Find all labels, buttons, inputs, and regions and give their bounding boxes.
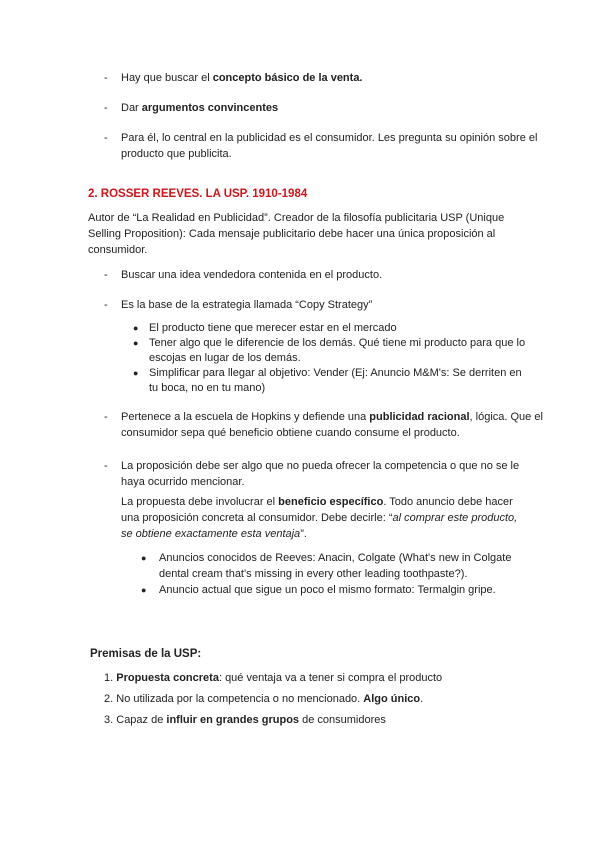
dash-marker: - — [104, 102, 108, 114]
dash-marker: - — [104, 132, 108, 144]
premisas-title: Premisas de la USP: — [90, 648, 202, 660]
bullet-list — [133, 321, 533, 396]
emphasis: argumentos convincentes — [141, 102, 279, 114]
quote-italic: al comprar este producto, se obtiene exactamente esta ventaja — [121, 512, 518, 540]
bullet-item: ● Anuncios conocidos de Reeves: Anacin, Colgate (What's new in Colgate dental cream that's missing in every other leading toothpaste?). — [141, 552, 512, 580]
numbered-list — [104, 670, 544, 733]
list-item: 1. Propuesta concreta: qué ventaja va a tener si compra el producto — [104, 672, 443, 684]
bullet-item: ● Simplificar para llegar al objetivo: Vender (Ej: Anuncio M&M's: Se derriten en tu boca, no en tu mano) — [133, 367, 522, 394]
proposal-paragraph: La propuesta debe involucrar el beneficio específico. Todo anuncio debe hacer una proposición concreta al consumidor. Debe decirle: “al comprar este producto, se obtiene exactamente esta ventaja”. — [121, 496, 518, 540]
bullet-dot: ● — [141, 553, 147, 563]
item-number: 2. — [104, 693, 114, 705]
document-page: - Hay que buscar el concepto básico de la venta. - Dar argumentos convincentes - Para él, lo central en la publicidad es el consumidor. Les pregunta su opinión sobre el producto que publicita. 2. ROSSER REEVES. LA USP. 1910-1984 Autor de “La Realidad en Publicidad”. Creador de la filosofía publicitaria USP (Unique Selling Proposition): Cada mensaje publicitario debe hacer una única proposición al consumidor. - Buscar una idea vendedora contenida en el producto. - Es la base de la estrategia llamada “Copy Strategy” ● El producto tiene que merecer estar en el mercado ● Tener algo que le diferencie de los demás. Qué tiene mi producto para que lo escojas en lugar de los demás. ● Simplificar para llegar al objetivo: Vender (Ej: Anuncio M&M's: Se derriten en tu boca, no en tu mano) - Pertenece a la escuela de Hopkins y defiende una publicidad racional, lógica. Que el consumidor sepa qué beneficio obtiene cuando consume el producto. - La proposición debe ser algo que no pueda ofrecer la competencia o que no se le haya ocurrido mencionar. La propuesta debe involucrar el beneficio específico. Todo anuncio debe hacer una proposición concreta al consumidor. Debe decirle: “al comprar este producto, se obtiene exactamente esta ventaja”. ● Anuncios conocidos de Reeves: Anacin, Colgate (What's new in Colgate dental cream that's missing in every other leading toothpaste?). ● Anuncio actual que sigue un poco el mismo formato: Termalgin gripe. Premisas de la USP: 1. Propuesta concreta: qué ventaja va a tener si compra el producto 2. No utilizada por la competencia o no mencionado. Algo único. 3. Capaz de influir en grandes grupos de consumidores — [0, 0, 600, 848]
emphasis: publicidad racional — [369, 411, 470, 423]
bullet-item: ● Tener algo que le diferencie de los demás. Qué tiene mi producto para que lo escojas en lugar de los demás. — [133, 337, 526, 364]
emphasis: beneficio específico — [278, 496, 384, 508]
intro-paragraph: Autor de “La Realidad en Publicidad”. Creador de la filosofía publicitaria USP (Unique Selling Proposition): Cada mensaje publicitario debe hacer una única proposición al consumidor. — [88, 212, 505, 256]
list-item: 3. Capaz de influir en grandes grupos de consumidores — [104, 714, 386, 726]
emphasis: concepto básico de la venta. — [212, 72, 363, 84]
bullet-dot: ● — [133, 338, 139, 348]
bullet-dot: ● — [133, 323, 139, 333]
dash-marker: - — [104, 299, 108, 311]
emphasis: Propuesta concreta — [116, 672, 219, 684]
dash-marker: - — [104, 72, 108, 84]
bullet-list — [141, 550, 541, 598]
dash-marker: - — [104, 460, 108, 472]
dash-marker: - — [104, 269, 108, 281]
item-number: 1. — [104, 672, 114, 684]
section-heading: 2. ROSSER REEVES. LA USP. 1910-1984 — [88, 188, 308, 200]
list-item: 2. No utilizada por la competencia o no mencionado. Algo único. — [104, 693, 424, 705]
bullet-dot: ● — [141, 585, 147, 595]
bullet-item: ● El producto tiene que merecer estar en el mercado — [133, 322, 397, 334]
emphasis: Algo único — [363, 693, 421, 705]
bullet-item: ● Anuncio actual que sigue un poco el mismo formato: Termalgin gripe. — [141, 584, 496, 596]
bullet-dot: ● — [133, 368, 139, 378]
item-number: 3. — [104, 714, 114, 726]
emphasis: influir en grandes grupos — [166, 714, 300, 726]
dash-marker: - — [104, 411, 108, 423]
